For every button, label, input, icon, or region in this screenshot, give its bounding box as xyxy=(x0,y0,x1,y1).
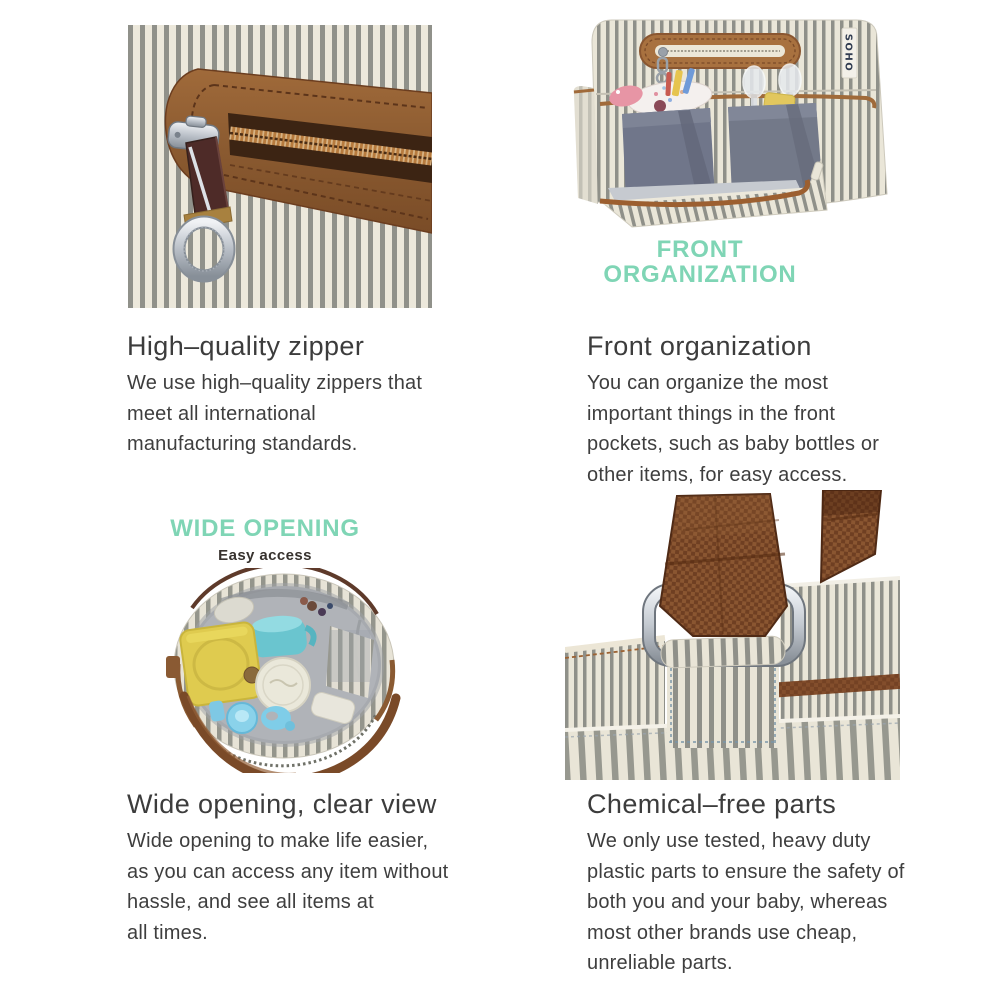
front-organization-heading: Front organization xyxy=(587,331,812,361)
wide-opening-subcaption: Easy access xyxy=(218,547,312,564)
body-line: manufacturing standards. xyxy=(127,433,358,455)
strap-ring-photo xyxy=(565,490,900,780)
body-line: hassle, and see all items at xyxy=(127,891,374,913)
chemical-free-body xyxy=(587,826,905,979)
white-jar xyxy=(256,658,310,712)
body-line: pockets, such as baby bottles or xyxy=(587,433,880,455)
body-line: important things in the front xyxy=(587,402,836,425)
brand-tag-text: SOHO xyxy=(842,33,854,73)
front-pockets-photo xyxy=(570,12,895,234)
front-organization-body xyxy=(587,368,879,490)
body-line: most other brands use cheap, xyxy=(587,921,858,944)
zipper-closeup-photo xyxy=(128,25,432,308)
body-line: You can organize the most xyxy=(587,372,829,394)
body-line: We only use tested, heavy duty xyxy=(587,830,871,852)
body-line: unreliable parts. xyxy=(587,952,733,974)
body-line: all times. xyxy=(127,921,208,944)
second-strap xyxy=(821,490,881,582)
brand-tag xyxy=(842,28,857,78)
body-line: both you and your baby, whereas xyxy=(587,891,888,913)
open-bag-top-view-photo xyxy=(162,568,410,773)
body-line: as you can access any item without xyxy=(127,860,449,883)
caption-line: ORGANIZATION xyxy=(603,261,797,288)
attachment-tab xyxy=(667,660,779,748)
body-line: plastic parts to ensure the safety of xyxy=(587,860,905,883)
zipper-body xyxy=(127,368,422,460)
caption-line: FRONT xyxy=(656,236,744,263)
wide-opening-caption: WIDE OPENING xyxy=(170,515,360,542)
body-line: We use high–quality zippers that xyxy=(127,372,423,394)
body-line: other items, for easy access. xyxy=(587,463,848,486)
front-organization-caption xyxy=(560,237,840,287)
wipes-box xyxy=(179,621,263,707)
zipper-heading: High–quality zipper xyxy=(127,331,365,361)
body-line: meet all international xyxy=(127,402,316,425)
wide-opening-body xyxy=(127,826,448,948)
body-line: Wide opening to make life easier, xyxy=(127,830,429,852)
shoulder-strap xyxy=(660,494,787,636)
wide-opening-heading: Wide opening, clear view xyxy=(127,789,437,819)
chemical-free-heading: Chemical–free parts xyxy=(587,789,837,819)
